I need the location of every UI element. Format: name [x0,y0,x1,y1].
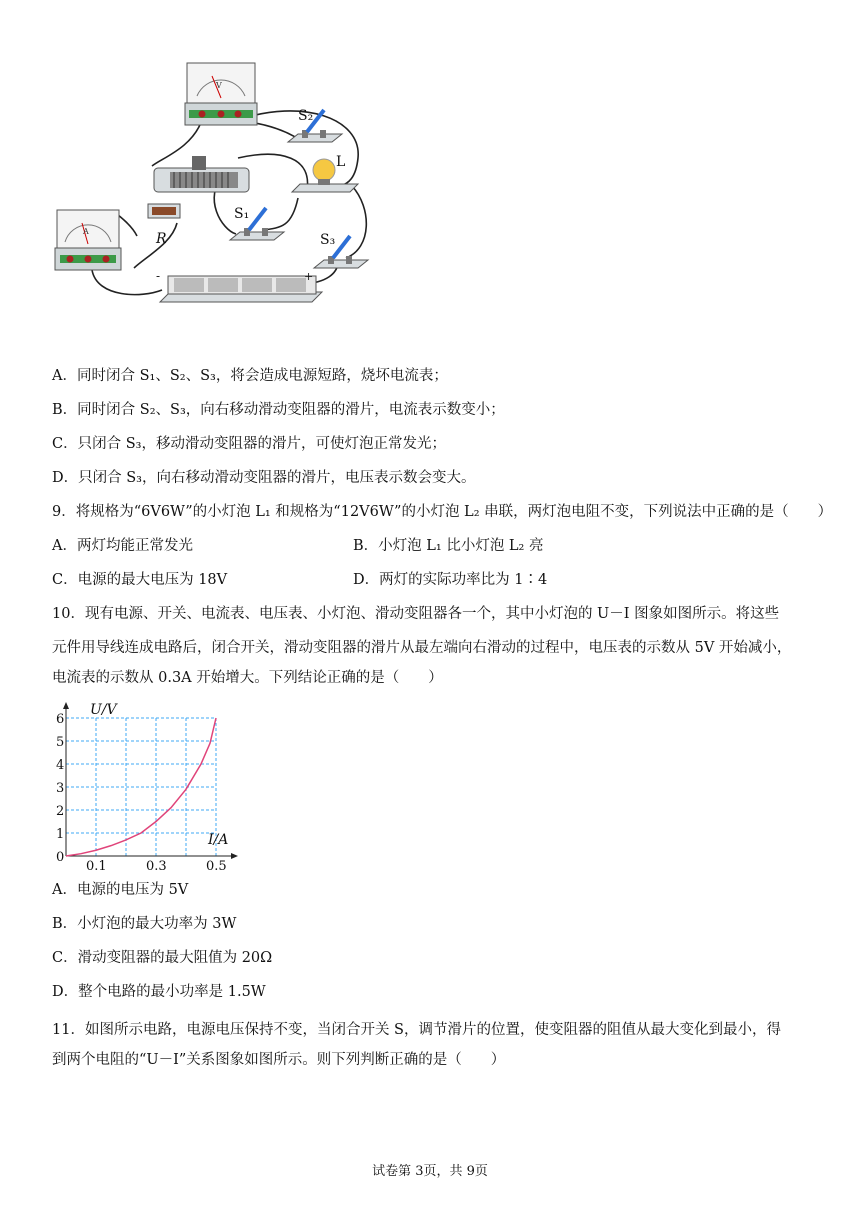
x-axis-arrow [231,853,238,859]
chart-grid [66,718,216,856]
y-tick-label: 1 [56,827,65,842]
q8-option-a: A．同时闭合 S₁、S₂、S₃，将会造成电源短路，烧坏电流表； [52,368,448,384]
label-S3: S₃ [320,232,336,248]
origin-label: 0 [56,850,65,865]
circuit-figure [52,58,372,308]
q10-stem-line-3: 电流表的示数从 0.3A 开始增大。下列结论正确的是（ ） [52,670,443,686]
q11-stem-line-2: 到两个电阻的“U－I”关系图象如图所示。则下列判断正确的是（ ） [52,1052,506,1068]
q9-option-b: B．小灯泡 L₁ 比小灯泡 L₂ 亮 [353,538,544,554]
label-L: L [336,154,346,170]
voltmeter [185,63,257,125]
switch-S2 [288,110,342,142]
svg-text:A: A [83,227,89,236]
q9-option-d: D．两灯的实际功率比为 1∶4 [353,572,548,588]
svg-text:V: V [216,81,222,90]
q10-stem-line-2: 元件用导线连成电路后，闭合开关，滑动变阻器的滑片从最左端向右滑动的过程中，电压表的示数从 5V 开始减小， [52,640,792,656]
q9-stem: 9．将规格为“6V6W”的小灯泡 L₁ 和规格为“12V6W”的小灯泡 L₂ 串联，两灯泡电阻不变，下列说法中正确的是（ ） [52,504,833,520]
y-axis-arrow [63,702,69,709]
q9-option-a: A．两灯均能正常发光 [52,538,193,554]
q10-option-a: A．电源的电压为 5V [52,882,189,898]
x-tick-label: 0.3 [146,859,167,872]
ammeter [55,210,121,270]
label-minus: - [156,269,161,283]
y-tick-label: 6 [56,712,65,727]
x-tick-label: 0.1 [86,859,107,872]
y-tick-label: 5 [56,735,65,750]
q9-option-c: C．电源的最大电压为 18V [52,572,228,588]
lamp-L [292,159,358,192]
label-S1: S₁ [234,206,250,222]
x-tick-label: 0.5 [206,859,227,872]
q8-option-d: D．只闭合 S₃，向右移动滑动变阻器的滑片，电压表示数会变大。 [52,470,476,486]
label-S2: S₂ [298,108,314,124]
q11-stem-line-1: 11．如图所示电路，电源电压保持不变，当闭合开关 S，调节滑片的位置，使变阻器的阻值从最大变化到最小，得 [52,1022,781,1038]
q10-option-d: D．整个电路的最小功率是 1.5W [52,984,266,1000]
y-tick-label: 2 [56,804,65,819]
label-plus: + [304,270,314,283]
ui-chart [44,700,244,872]
x-axis-label: I/A [208,832,229,848]
battery-pack [160,276,322,302]
q10-option-c: C．滑动变阻器的最大阻值为 20Ω [52,950,273,966]
y-tick-label: 4 [56,758,65,773]
y-axis-label: U/V [90,702,117,718]
label-R: R [156,231,167,247]
page-footer: 试卷第 3页，共 9页 [372,1164,488,1179]
q8-option-b: B．同时闭合 S₂、S₃，向右移动滑动变阻器的滑片，电流表示数变小； [52,402,505,418]
y-tick-label: 3 [56,781,65,796]
q10-option-b: B．小灯泡的最大功率为 3W [52,916,237,932]
q8-option-c: C．只闭合 S₃，移动滑动变阻器的滑片，可使灯泡正常发光； [52,436,446,452]
q10-stem-line-1: 10．现有电源、开关、电流表、电压表、小灯泡、滑动变阻器各一个，其中小灯泡的 U－I 图象如图所示。将这些 [52,606,780,622]
